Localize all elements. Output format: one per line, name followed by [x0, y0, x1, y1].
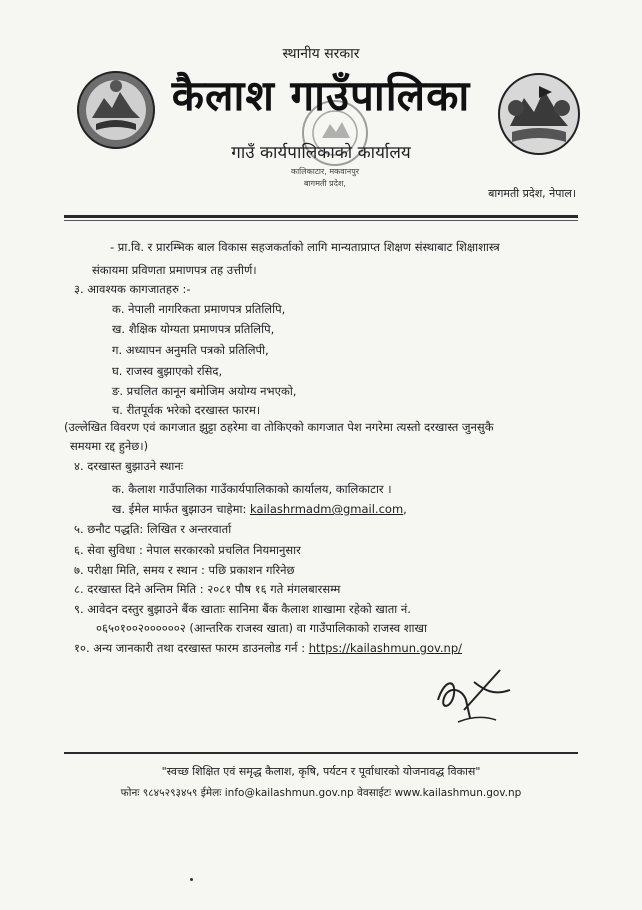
- doc-item: च. रीतपूर्वक भरेको दरखास्त फारम।: [112, 403, 261, 417]
- download-info-line: [74, 641, 462, 655]
- doc-item: घ. राजस्व बुझाएको रसिद,: [112, 364, 223, 378]
- header-top-line: स्थानीय सरकार: [282, 46, 360, 62]
- footer-email[interactable]: info@kailashmun.gov.np: [224, 787, 354, 799]
- submit-email-line: [112, 502, 407, 516]
- email-label: ईमेलः: [200, 787, 222, 799]
- scan-speck: [190, 878, 193, 881]
- submit-email-label: ख. ईमेल मार्फत बुझाउन चाहेमा:: [112, 502, 247, 516]
- note-line-1: (उल्लेखित विवरण एवं कागजात झुट्टा ठहरेमा वा तोकिएको कागजात पेश नगरेमा त्यस्तो दरखास्त जुनसुकै: [64, 420, 494, 434]
- note-line-2: समयमा रद्द हुनेछ।): [70, 439, 149, 453]
- header-divider-thin: [64, 220, 578, 221]
- selection-method: ५. छनौट पद्धति: लिखित र अन्तरवार्ता: [74, 522, 232, 536]
- bank-account-line-1: ९. आवेदन दस्तुर बुझाउने बैंक खाताः सानिमा बैंक कैलाश शाखामा रहेको खाता नं.: [74, 602, 411, 616]
- seal-address-line1: कालिकाटार, मकवानपुर: [290, 167, 360, 176]
- footer-contact: [0, 786, 642, 800]
- phone-number: ९८४५२९३४५९: [142, 787, 198, 799]
- doc-item: ङ. प्रचलित कानून बमोजिम अयोग्य नभएको,: [112, 384, 297, 398]
- submit-place-office: क. कैलाश गाउँपालिका गाउँकार्यपालिकाको कार्यालय, कालिकाटार ।: [112, 482, 392, 496]
- docs-heading: ३. आवश्यक कागजातहरु :-: [74, 282, 191, 296]
- footer-divider: [64, 752, 578, 754]
- service-facility: ६. सेवा सुविधा : नेपाल सरकारको प्रचलित नियमानुसार: [74, 543, 301, 557]
- office-name: गाउँ कार्यपालिकाको कार्यालय: [231, 143, 411, 163]
- website-label: वेवसाईटः: [357, 787, 392, 799]
- submit-email-link[interactable]: kailashrmadm@gmail.com: [249, 502, 404, 516]
- doc-item: क. नेपाली नागरिकता प्रमाणपत्र प्रतिलिपि,: [112, 302, 286, 316]
- website-link[interactable]: https://kailashmun.gov.np/: [308, 641, 463, 655]
- qualification-line-1: - प्रा.वि. र प्रारम्भिक बाल विकास सहजकर्ताको लागि मान्यताप्राप्त शिक्षण संस्थाबाट शिक्षाशास्त्र: [110, 240, 500, 254]
- doc-item: ग. अध्यापन अनुमति पत्रको प्रतिलिपी,: [112, 343, 269, 357]
- province-address: बागमती प्रदेश, नेपाल।: [488, 187, 576, 200]
- submit-email-suffix: ,: [403, 502, 407, 516]
- submit-heading: ४. दरखास्त बुझाउने स्थानः: [74, 459, 184, 473]
- exam-schedule: ७. परीक्षा मिति, समय र स्थान : पछि प्रकाशन गरिनेछ: [74, 563, 295, 577]
- download-info-label: १०. अन्य जानकारी तथा दरखास्त फारम डाउनलोड गर्न :: [74, 641, 306, 655]
- deadline: ८. दरखास्त दिने अन्तिम मिति : २०८१ पौष १६ गते मंगलबारसम्म: [74, 582, 341, 596]
- municipality-title: कैलाश गाउँपालिका: [171, 71, 471, 120]
- phone-label: फोनः: [120, 787, 140, 799]
- footer-slogan: "स्वच्छ शिक्षित एवं समृद्ध कैलाश, कृषि, पर्यटन र पूर्वाधारको योजनावद्ध विकास": [161, 765, 481, 778]
- footer-website[interactable]: www.kailashmun.gov.np: [394, 787, 522, 799]
- doc-item: ख. शैक्षिक योग्यता प्रमाणपत्र प्रतिलिपि,: [112, 322, 275, 336]
- bank-account-line-2: ०६५०१००२००००००२ (आन्तरिक राजस्व खाता) वा गाउँपालिकाको राजस्व शाखा: [96, 621, 427, 635]
- signature-icon: [430, 660, 520, 730]
- qualification-line-2: संकायमा प्रविणता प्रमाणपत्र तह उत्तीर्ण।: [92, 263, 257, 277]
- header-divider: [64, 215, 578, 218]
- seal-address-line2: बागमती प्रदेश,: [304, 179, 346, 188]
